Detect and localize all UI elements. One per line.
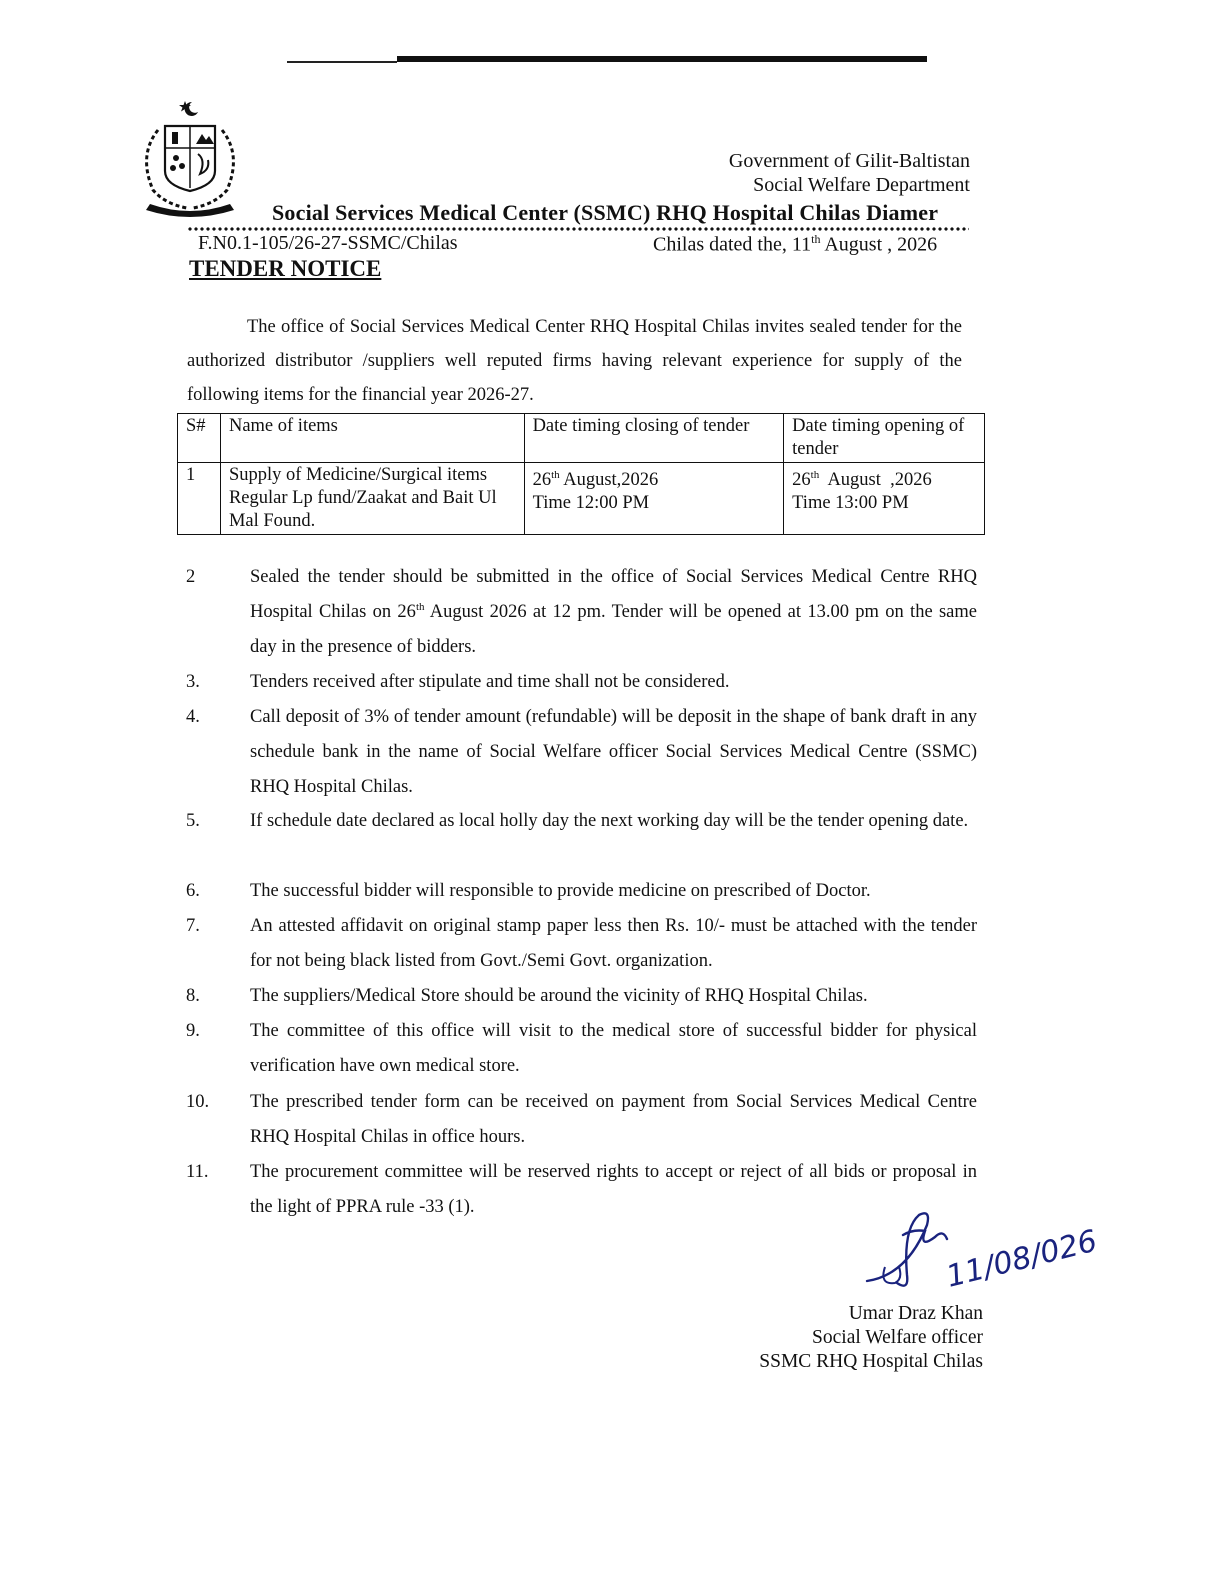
condition-number: 7. <box>186 916 200 936</box>
svg-text:11/08/026: 11/08/026 <box>942 1223 1101 1295</box>
condition-number: 11. <box>186 1162 209 1182</box>
condition-number: 4. <box>186 707 200 727</box>
department-name: Social Welfare Department <box>753 174 970 196</box>
condition-text: Tenders received after stipulate and time shall not be considered. <box>250 672 730 692</box>
condition-number: 5. <box>186 811 200 831</box>
condition-text: An attested affidavit on original stamp paper less then Rs. 10/- must be attached with the tender for not being black listed from Govt./Semi Govt. organization. <box>250 916 977 971</box>
table-row <box>178 463 985 535</box>
condition-number: 9. <box>186 1021 200 1041</box>
condition-number: 3. <box>186 672 200 692</box>
condition-number: 6. <box>186 881 200 901</box>
center-name: Social Services Medical Center (SSMC) RHQ Hospital Chilas Diamer <box>272 200 939 225</box>
government-name: Government of Gilit-Baltistan <box>728 150 970 172</box>
state-emblem-icon <box>130 96 250 218</box>
header-opening: Date timing opening of tender <box>784 414 985 463</box>
condition-text: If schedule date declared as local holly day the next working day will be the tender opening date. <box>250 811 969 831</box>
row-opening: 26th August ,2026 Time 13:00 PM <box>784 463 985 535</box>
condition-text: The prescribed tender form can be received on payment from Social Services Medical Centre RHQ Hospital Chilas in office hours. <box>250 1092 977 1147</box>
condition-text: The procurement committee will be reserved rights to accept or reject of all bids or proposal in the light of PPRA rule -33 (1). <box>250 1162 977 1217</box>
handwritten-signature <box>855 1195 1101 1305</box>
tender-items-table <box>177 413 985 535</box>
header-sno: S# <box>178 414 221 463</box>
top-rule-thin <box>287 61 397 63</box>
condition-text: The committee of this office will visit to the medical store of successful bidder for physical verification have own medical store. <box>250 1021 977 1076</box>
header-item-name: Name of items <box>220 414 524 463</box>
condition-number: 2 <box>186 567 196 587</box>
dated-line: Chilas dated the, 11th August , 2026 <box>653 232 938 256</box>
signatory-designation: Social Welfare officer <box>812 1327 983 1348</box>
signatory-office: SSMC RHQ Hospital Chilas <box>759 1351 983 1372</box>
top-rule-thick <box>397 56 927 62</box>
file-number: F.N0.1-105/26-27-SSMC/Chilas <box>198 232 458 254</box>
row-item: Supply of Medicine/Surgical items Regular Lp fund/Zaakat and Bait Ul Mal Found. <box>220 463 524 535</box>
row-sno: 1 <box>178 463 221 535</box>
condition-text: Sealed the tender should be submitted in the office of Social Services Medical Centre RHQ Hospital Chilas on 26th August 2026 at 12 pm. Tender will be opened at 13.00 pm on the same day in the presence of bidders. <box>250 567 977 657</box>
header-closing: Date timing closing of tender <box>524 414 784 463</box>
condition-text: The successful bidder will responsible to provide medicine on prescribed of Doctor. <box>250 881 871 901</box>
intro-paragraph: The office of Social Services Medical Center RHQ Hospital Chilas invites sealed tender for the authorized distributor /suppliers well reputed firms having relevant experience for supply of the following items for the financial year 2026-27. <box>187 317 962 405</box>
condition-text: The suppliers/Medical Store should be around the vicinity of RHQ Hospital Chilas. <box>250 986 868 1006</box>
condition-text: Call deposit of 3% of tender amount (refundable) will be deposit in the shape of bank draft in any schedule bank in the name of Social Welfare officer Social Services Medical Centre (SSMC) RHQ Hospital Chilas. <box>250 707 977 797</box>
condition-number: 8. <box>186 986 200 1006</box>
notice-title: TENDER NOTICE <box>189 256 382 281</box>
signatory-name: Umar Draz Khan <box>848 1303 983 1324</box>
table-header-row <box>178 414 985 463</box>
condition-number: 10. <box>186 1092 210 1112</box>
row-closing: 26th August,2026 Time 12:00 PM <box>524 463 784 535</box>
